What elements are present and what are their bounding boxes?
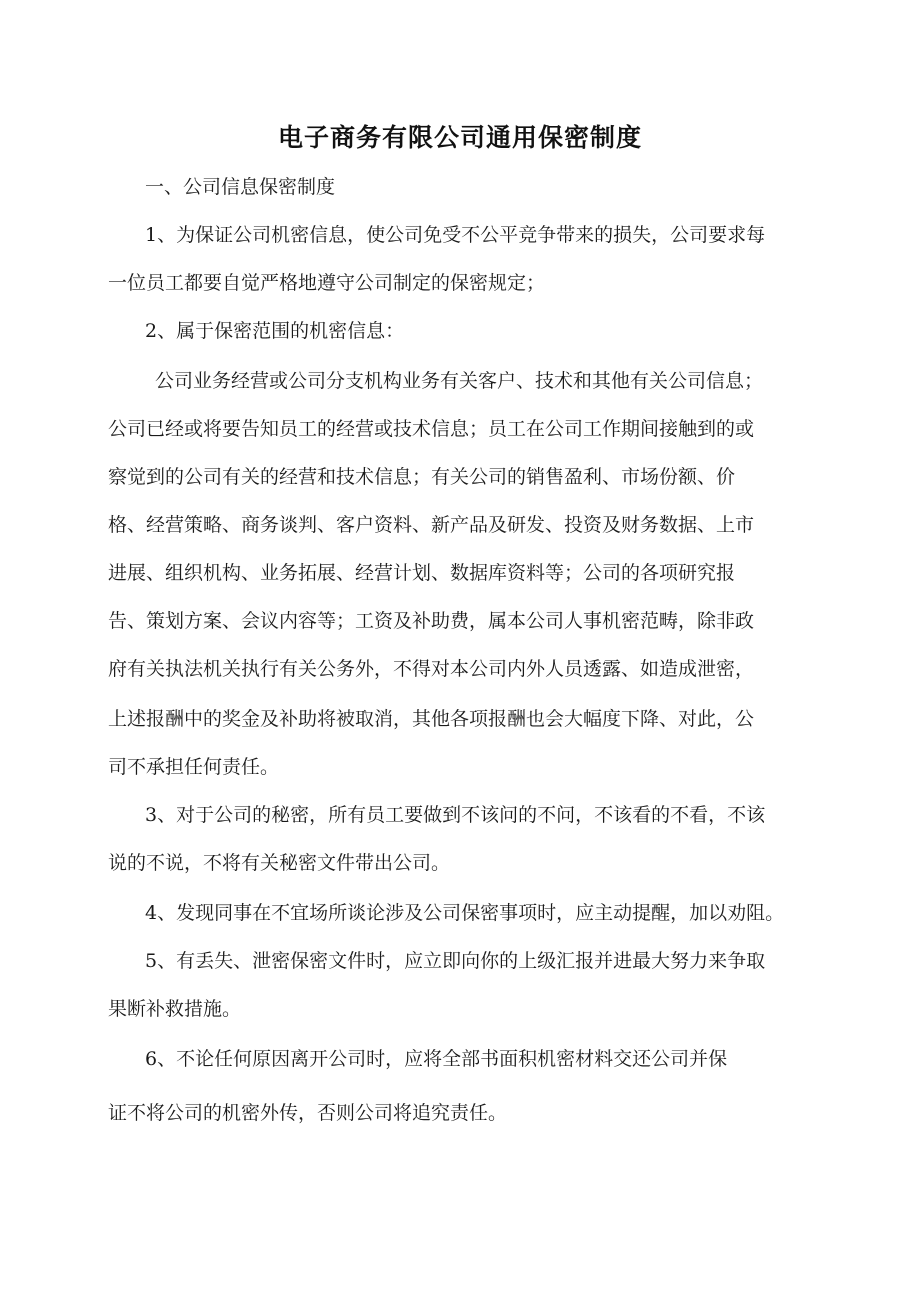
paragraph-line: 格、经营策略、商务谈判、客户资料、新产品及研发、投资及财务数据、上市 [108, 514, 755, 536]
section-heading: 一、公司信息保密制度 [145, 176, 336, 198]
paragraph-line: 1、为保证公司机密信息，使公司免受不公平竞争带来的损失，公司要求每 [145, 224, 766, 246]
paragraph-line: 4、发现同事在不宜场所谈论涉及公司保密事项时，应主动提醒，加以劝阻。 [145, 902, 785, 924]
paragraph-line: 说的不说，不将有关秘密文件带出公司。 [108, 852, 451, 874]
paragraph-line: 果断补救措施。 [108, 998, 242, 1020]
paragraph-line: 6、不论任何原因离开公司时，应将全部书面积机密材料交还公司并保 [145, 1048, 728, 1070]
paragraph-line: 证不将公司的机密外传，否则公司将追究责任。 [108, 1102, 508, 1124]
paragraph-line: 府有关执法机关执行有关公务外，不得对本公司内外人员透露、如造成泄密， [108, 658, 755, 680]
paragraph-line: 进展、组织机构、业务拓展、经营计划、数据库资料等；公司的各项研究报 [108, 562, 736, 584]
paragraph-line: 公司已经或将要告知员工的经营或技术信息；员工在公司工作期间接触到的或 [108, 418, 755, 440]
paragraph-line: 察觉到的公司有关的经营和技术信息；有关公司的销售盈利、市场份额、价 [108, 466, 736, 488]
paragraph-line: 2、属于保密范围的机密信息： [145, 320, 405, 342]
document-title: 电子商务有限公司通用保密制度 [277, 123, 642, 152]
paragraph-line: 告、策划方案、会议内容等；工资及补助费，属本公司人事机密范畴，除非政 [108, 610, 755, 632]
paragraph-line: 公司业务经营或公司分支机构业务有关客户、技术和其他有关公司信息； [155, 370, 764, 392]
paragraph-line: 5、有丢失、泄密保密文件时，应立即向你的上级汇报并进最大努力来争取 [145, 950, 766, 972]
paragraph-line: 上述报酬中的奖金及补助将被取消，其他各项报酬也会大幅度下降、对此，公 [108, 708, 755, 730]
paragraph-line: 司不承担任何责任。 [108, 756, 280, 778]
paragraph-line: 3、对于公司的秘密，所有员工要做到不该问的不问，不该看的不看，不该 [145, 804, 766, 826]
paragraph-line: 一位员工都要自觉严格地遵守公司制定的保密规定； [108, 272, 546, 294]
